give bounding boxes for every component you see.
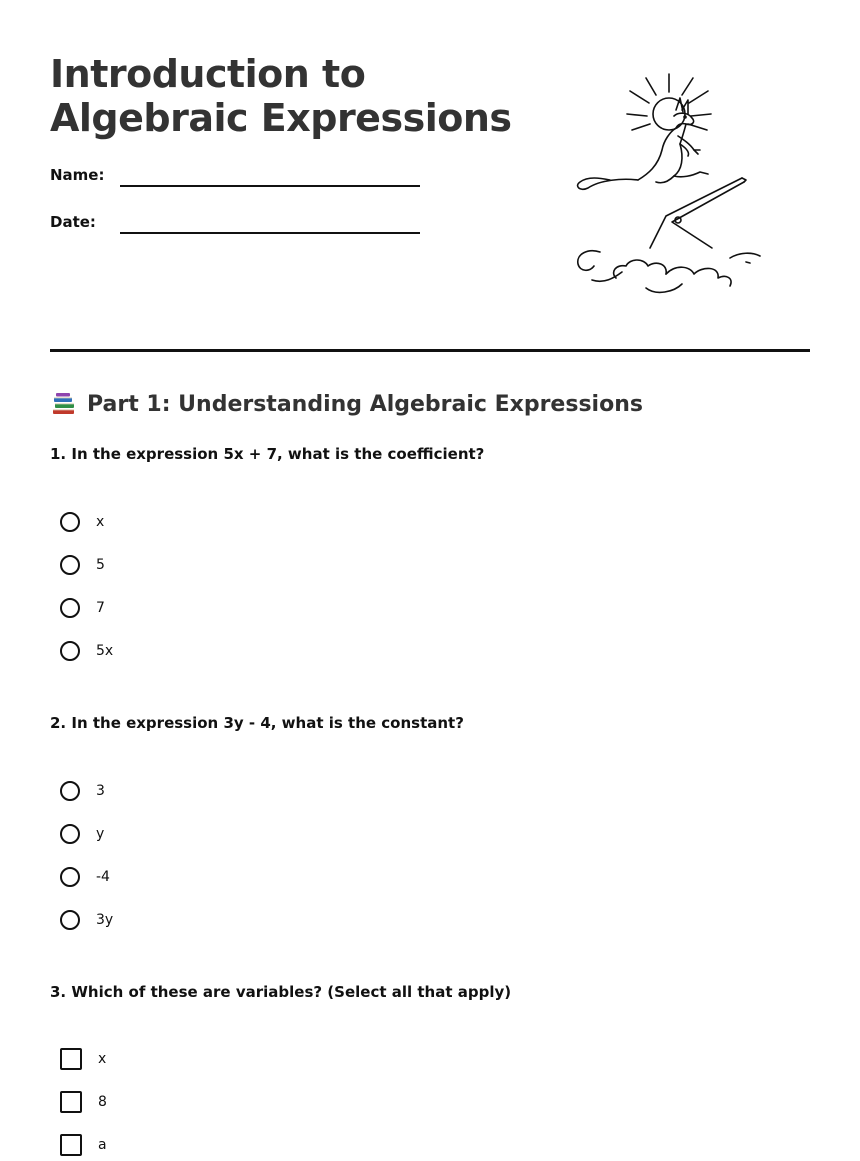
radio-button[interactable] (60, 867, 80, 887)
books-icon (50, 390, 78, 418)
q2-option-2[interactable] (60, 822, 104, 846)
checkbox[interactable] (60, 1134, 82, 1156)
option-label: 5 (96, 557, 105, 573)
q2-option-3[interactable] (60, 865, 110, 889)
option-label: y (96, 826, 105, 842)
question-2-text: 2. In the expression 3y - 4, what is the constant? (50, 714, 464, 732)
radio-button[interactable] (60, 512, 80, 532)
option-label: x (96, 514, 105, 530)
option-label: 8 (98, 1094, 107, 1110)
option-label: a (98, 1137, 107, 1153)
title-line-2: Algebraic Expressions (50, 96, 512, 140)
q3-option-2[interactable] (60, 1090, 107, 1114)
radio-button[interactable] (60, 781, 80, 801)
name-input-line[interactable] (120, 185, 420, 187)
section-heading (50, 388, 643, 420)
radio-button[interactable] (60, 555, 80, 575)
q1-option-2[interactable] (60, 553, 105, 577)
q3-option-3[interactable] (60, 1133, 107, 1157)
name-field-row (50, 166, 430, 196)
q2-option-1[interactable] (60, 779, 105, 803)
option-label: 3y (96, 912, 114, 928)
q3-option-1[interactable] (60, 1047, 106, 1071)
option-label: -4 (96, 869, 110, 885)
q2-option-4[interactable] (60, 908, 113, 932)
option-label: x (98, 1051, 107, 1067)
section-title: Part 1: Understanding Algebraic Expressions (87, 391, 643, 417)
option-label: 7 (96, 600, 105, 616)
q1-option-4[interactable] (60, 639, 113, 663)
section-divider (50, 349, 810, 352)
option-label: 5x (96, 643, 114, 659)
radio-button[interactable] (60, 910, 80, 930)
checkbox[interactable] (60, 1091, 82, 1113)
kangaroo-illustration (570, 66, 770, 298)
q1-option-1[interactable] (60, 510, 104, 534)
date-field-row (50, 213, 430, 243)
radio-button[interactable] (60, 824, 80, 844)
radio-button[interactable] (60, 641, 80, 661)
checkbox[interactable] (60, 1048, 82, 1070)
name-label: Name: (50, 166, 105, 184)
title-line-1: Introduction to (50, 52, 366, 96)
option-label: 3 (96, 783, 105, 799)
date-input-line[interactable] (120, 232, 420, 234)
worksheet-title (50, 52, 512, 140)
q1-option-3[interactable] (60, 596, 105, 620)
question-3-text: 3. Which of these are variables? (Select all that apply) (50, 983, 512, 1001)
question-1-text: 1. In the expression 5x + 7, what is the coefficient? (50, 445, 485, 463)
date-label: Date: (50, 213, 96, 231)
radio-button[interactable] (60, 598, 80, 618)
